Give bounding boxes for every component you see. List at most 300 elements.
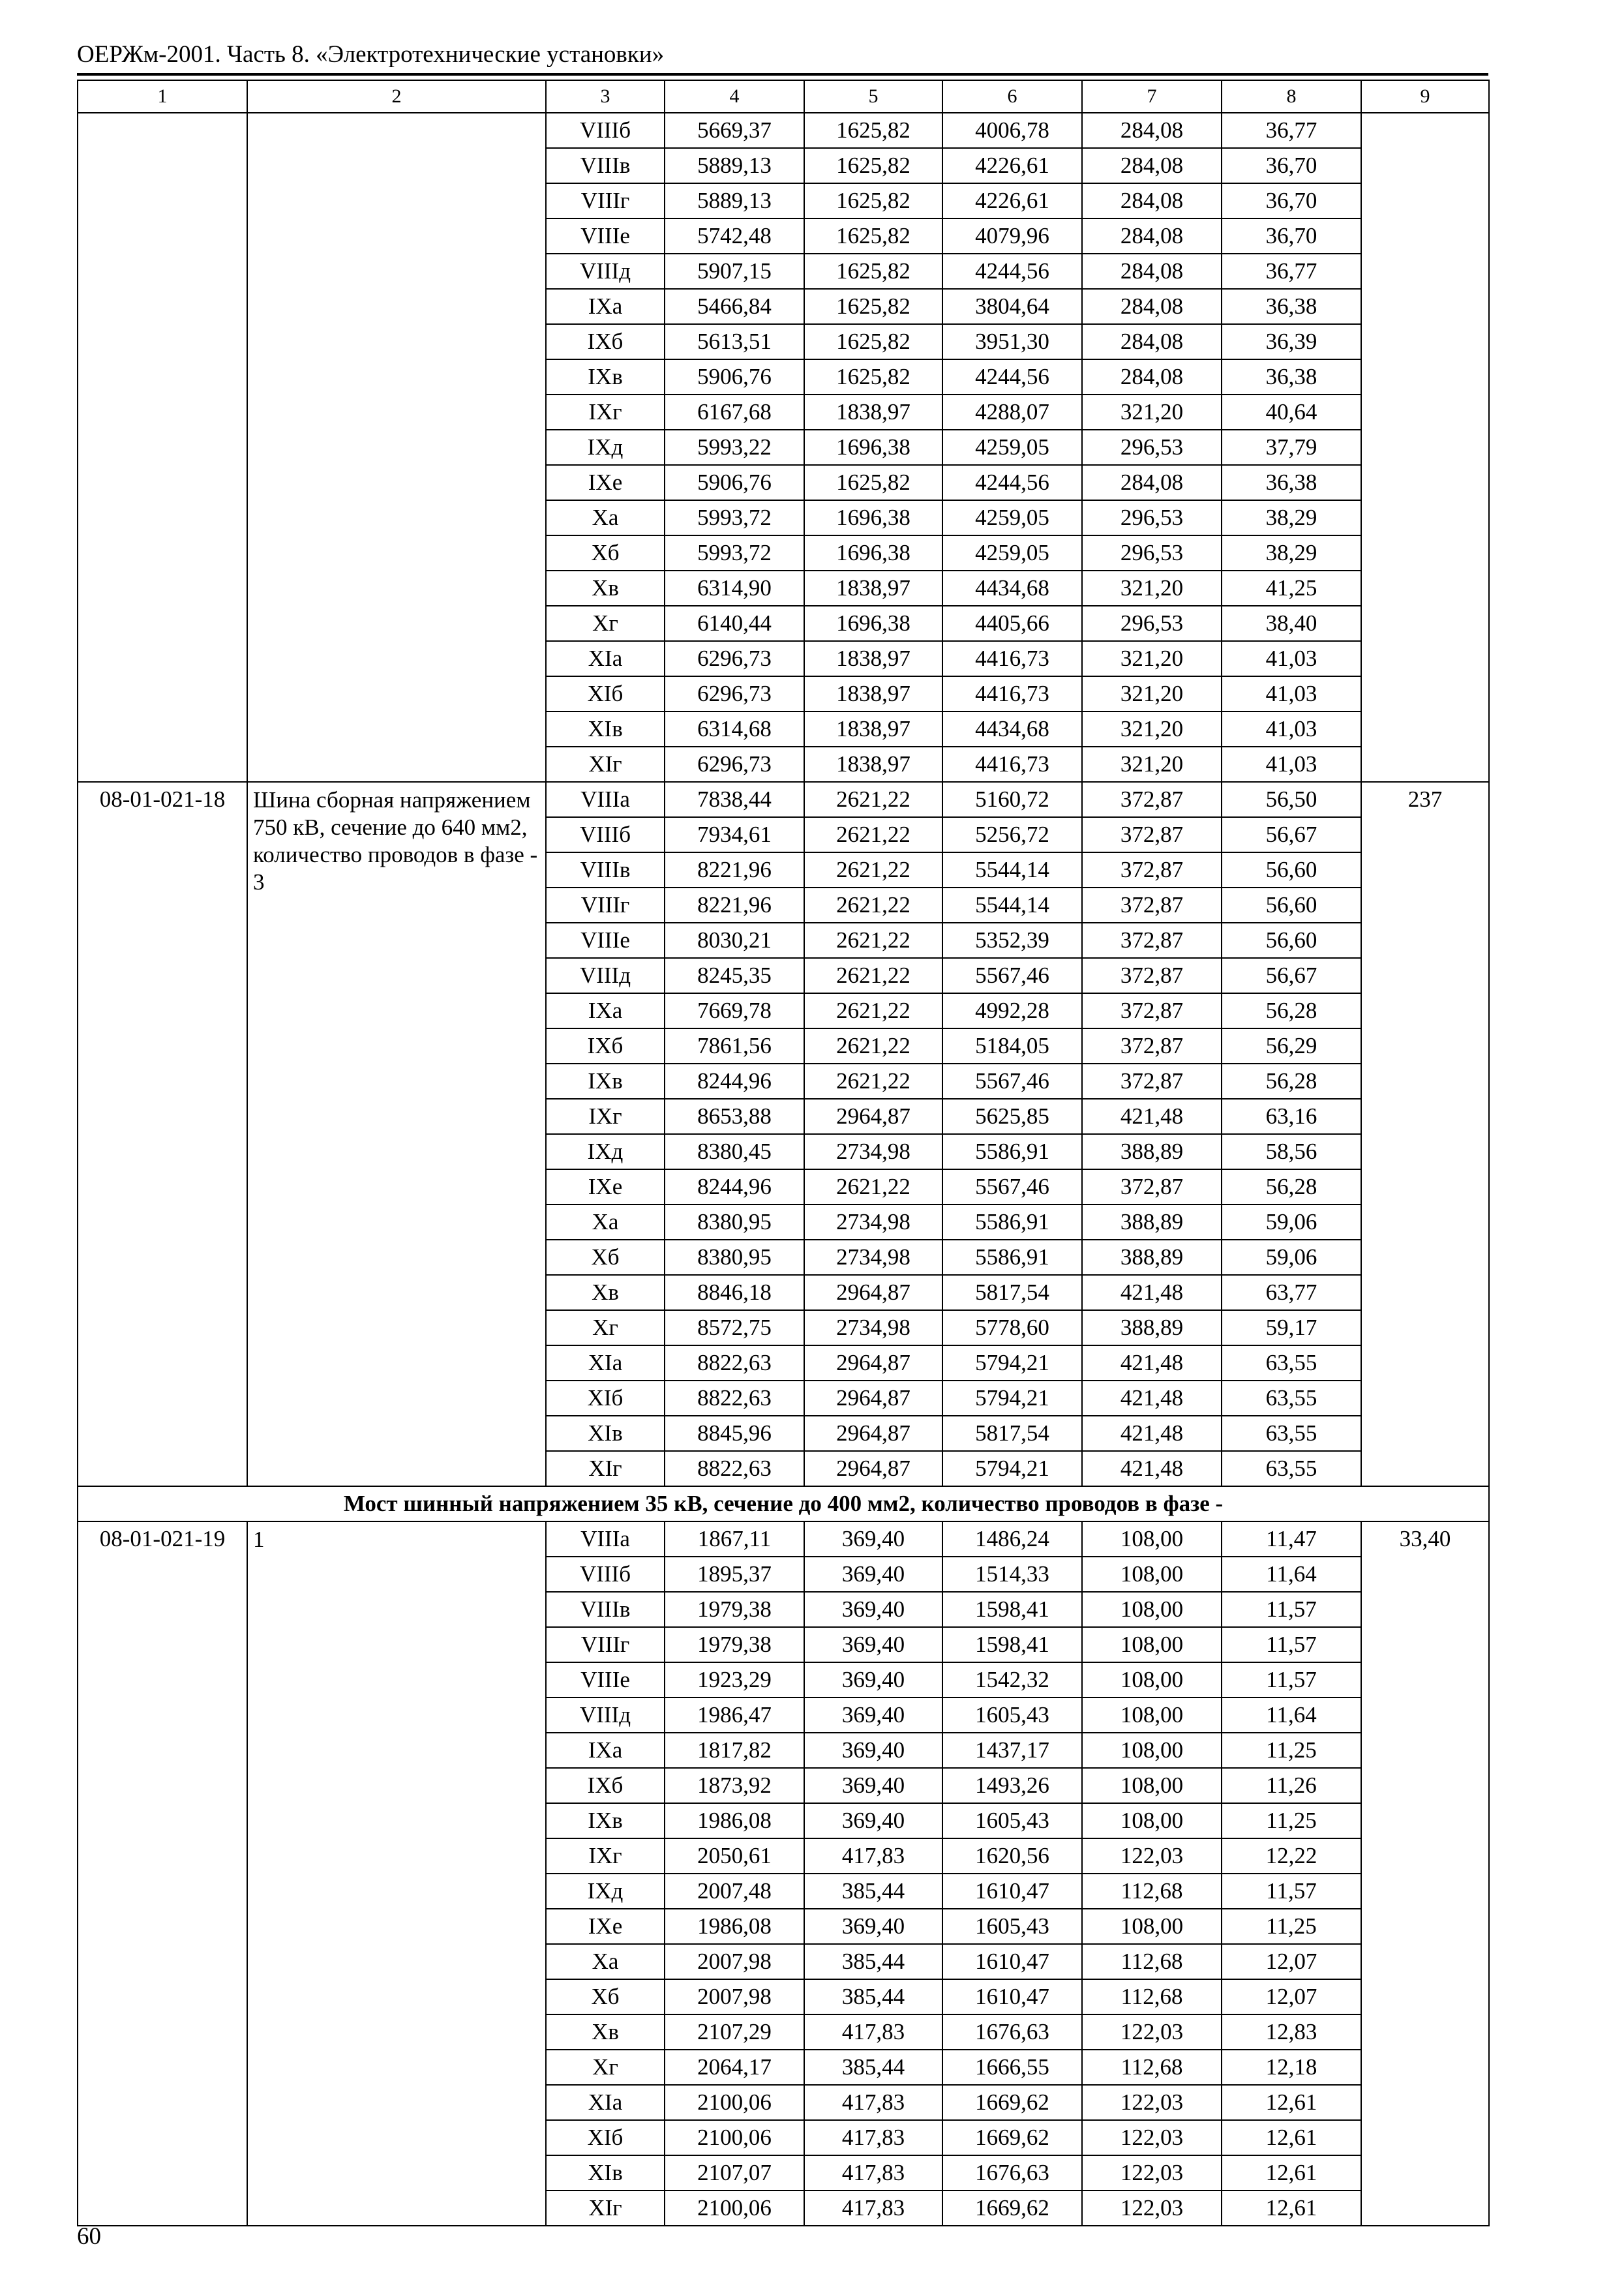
materials-cell: 41,25 bbox=[1222, 571, 1361, 606]
operator-wage-cell: 296,53 bbox=[1082, 535, 1222, 571]
operator-wage-cell: 321,20 bbox=[1082, 747, 1222, 782]
total-cost-cell: 5889,13 bbox=[665, 183, 804, 218]
zone-cell: IXе bbox=[546, 1909, 665, 1944]
operator-wage-cell: 112,68 bbox=[1082, 1944, 1222, 1979]
total-cost-cell: 7669,78 bbox=[665, 993, 804, 1028]
zone-cell: IXд bbox=[546, 1134, 665, 1169]
column-header: 6 bbox=[942, 80, 1082, 113]
total-cost-cell: 8380,95 bbox=[665, 1240, 804, 1275]
labor-cost-cell: 2621,22 bbox=[804, 782, 942, 817]
labor-cost-cell: 1696,38 bbox=[804, 535, 942, 571]
operator-wage-cell: 372,87 bbox=[1082, 817, 1222, 852]
total-cost-cell: 2107,07 bbox=[665, 2155, 804, 2191]
operator-wage-cell: 108,00 bbox=[1082, 1768, 1222, 1803]
zone-cell: XIв bbox=[546, 1416, 665, 1451]
operator-wage-cell: 122,03 bbox=[1082, 2014, 1222, 2050]
labor-cost-cell: 2964,87 bbox=[804, 1345, 942, 1381]
operator-wage-cell: 108,00 bbox=[1082, 1803, 1222, 1838]
total-cost-cell: 1873,92 bbox=[665, 1768, 804, 1803]
labor-cost-cell: 2964,87 bbox=[804, 1099, 942, 1134]
materials-cell: 59,06 bbox=[1222, 1204, 1361, 1240]
total-cost-cell: 8221,96 bbox=[665, 888, 804, 923]
zone-cell: IXе bbox=[546, 465, 665, 500]
zone-cell: XIв bbox=[546, 711, 665, 747]
machine-cost-cell: 1605,43 bbox=[942, 1909, 1082, 1944]
machine-cost-cell: 5625,85 bbox=[942, 1099, 1082, 1134]
machine-cost-cell: 1669,62 bbox=[942, 2191, 1082, 2226]
total-cost-cell: 5906,76 bbox=[665, 465, 804, 500]
materials-cell: 11,25 bbox=[1222, 1909, 1361, 1944]
total-cost-cell: 1986,08 bbox=[665, 1803, 804, 1838]
materials-cell: 59,06 bbox=[1222, 1240, 1361, 1275]
total-cost-cell: 6296,73 bbox=[665, 747, 804, 782]
zone-cell: IXб bbox=[546, 1768, 665, 1803]
labor-cost-cell: 2734,98 bbox=[804, 1240, 942, 1275]
labor-cost-cell: 369,40 bbox=[804, 1592, 942, 1627]
materials-cell: 63,55 bbox=[1222, 1416, 1361, 1451]
labor-cost-cell: 1625,82 bbox=[804, 113, 942, 148]
materials-cell: 36,70 bbox=[1222, 218, 1361, 254]
materials-cell: 12,61 bbox=[1222, 2120, 1361, 2155]
total-cost-cell: 8030,21 bbox=[665, 923, 804, 958]
operator-wage-cell: 284,08 bbox=[1082, 113, 1222, 148]
machine-cost-cell: 5567,46 bbox=[942, 1064, 1082, 1099]
labor-cost-cell: 1625,82 bbox=[804, 254, 942, 289]
total-cost-cell: 7838,44 bbox=[665, 782, 804, 817]
item-description: 1 bbox=[247, 1521, 546, 2226]
total-cost-cell: 2064,17 bbox=[665, 2050, 804, 2085]
materials-cell: 56,60 bbox=[1222, 888, 1361, 923]
labor-cost-cell: 1696,38 bbox=[804, 430, 942, 465]
machine-cost-cell: 3951,30 bbox=[942, 324, 1082, 359]
machine-cost-cell: 5794,21 bbox=[942, 1381, 1082, 1416]
operator-wage-cell: 108,00 bbox=[1082, 1909, 1222, 1944]
operator-wage-cell: 122,03 bbox=[1082, 2120, 1222, 2155]
materials-cell: 38,40 bbox=[1222, 606, 1361, 641]
materials-cell: 11,57 bbox=[1222, 1592, 1361, 1627]
zone-cell: Xа bbox=[546, 1204, 665, 1240]
zone-cell: Xв bbox=[546, 2014, 665, 2050]
machine-cost-cell: 4416,73 bbox=[942, 641, 1082, 676]
total-cost-cell: 2100,06 bbox=[665, 2085, 804, 2120]
machine-cost-cell: 5256,72 bbox=[942, 817, 1082, 852]
operator-wage-cell: 108,00 bbox=[1082, 1733, 1222, 1768]
total-cost-cell: 8221,96 bbox=[665, 852, 804, 888]
operator-wage-cell: 388,89 bbox=[1082, 1310, 1222, 1345]
machine-cost-cell: 4244,56 bbox=[942, 465, 1082, 500]
zone-cell: IXб bbox=[546, 1028, 665, 1064]
total-cost-cell: 8822,63 bbox=[665, 1451, 804, 1486]
total-cost-cell: 1986,08 bbox=[665, 1909, 804, 1944]
zone-cell: VIIIа bbox=[546, 1521, 665, 1557]
materials-cell: 58,56 bbox=[1222, 1134, 1361, 1169]
zone-cell: Xа bbox=[546, 1944, 665, 1979]
total-cost-cell: 6296,73 bbox=[665, 676, 804, 711]
materials-cell: 63,55 bbox=[1222, 1381, 1361, 1416]
page-number: 60 bbox=[77, 2223, 101, 2250]
operator-wage-cell: 372,87 bbox=[1082, 1028, 1222, 1064]
materials-cell: 11,57 bbox=[1222, 1627, 1361, 1662]
labor-cost-cell: 2964,87 bbox=[804, 1381, 942, 1416]
total-cost-cell: 6314,90 bbox=[665, 571, 804, 606]
operator-wage-cell: 321,20 bbox=[1082, 571, 1222, 606]
zone-cell: Xг bbox=[546, 2050, 665, 2085]
total-cost-cell: 8380,95 bbox=[665, 1204, 804, 1240]
labor-cost-cell: 2621,22 bbox=[804, 993, 942, 1028]
column-header: 7 bbox=[1082, 80, 1222, 113]
machine-cost-cell: 1598,41 bbox=[942, 1627, 1082, 1662]
header-double-rule bbox=[77, 73, 1488, 76]
labor-cost-cell: 2734,98 bbox=[804, 1310, 942, 1345]
machine-cost-cell: 1676,63 bbox=[942, 2014, 1082, 2050]
materials-cell: 41,03 bbox=[1222, 676, 1361, 711]
operator-wage-cell: 284,08 bbox=[1082, 148, 1222, 183]
zone-cell: XIг bbox=[546, 1451, 665, 1486]
operator-wage-cell: 321,20 bbox=[1082, 676, 1222, 711]
operator-wage-cell: 122,03 bbox=[1082, 1838, 1222, 1874]
total-cost-cell: 6140,44 bbox=[665, 606, 804, 641]
materials-cell: 41,03 bbox=[1222, 711, 1361, 747]
machine-cost-cell: 5778,60 bbox=[942, 1310, 1082, 1345]
total-cost-cell: 1986,47 bbox=[665, 1698, 804, 1733]
machine-cost-cell: 1620,56 bbox=[942, 1838, 1082, 1874]
machine-cost-cell: 5586,91 bbox=[942, 1204, 1082, 1240]
materials-cell: 56,28 bbox=[1222, 993, 1361, 1028]
materials-cell: 38,29 bbox=[1222, 500, 1361, 535]
total-cost-cell: 5993,72 bbox=[665, 500, 804, 535]
total-cost-cell: 6314,68 bbox=[665, 711, 804, 747]
labor-cost-cell: 1625,82 bbox=[804, 218, 942, 254]
materials-cell: 12,18 bbox=[1222, 2050, 1361, 2085]
materials-cell: 36,77 bbox=[1222, 113, 1361, 148]
operator-wage-cell: 108,00 bbox=[1082, 1521, 1222, 1557]
total-cost-cell: 5466,84 bbox=[665, 289, 804, 324]
machine-cost-cell: 5794,21 bbox=[942, 1451, 1082, 1486]
operator-wage-cell: 372,87 bbox=[1082, 1064, 1222, 1099]
labor-cost-cell: 369,40 bbox=[804, 1627, 942, 1662]
zone-cell: VIIIа bbox=[546, 782, 665, 817]
labor-cost-cell: 1838,97 bbox=[804, 747, 942, 782]
machine-cost-cell: 5586,91 bbox=[942, 1134, 1082, 1169]
zone-cell: VIIIг bbox=[546, 1627, 665, 1662]
total-cost-cell: 2050,61 bbox=[665, 1838, 804, 1874]
zone-cell: VIIIб bbox=[546, 1557, 665, 1592]
labor-cost-cell: 417,83 bbox=[804, 2120, 942, 2155]
zone-cell: Xг bbox=[546, 606, 665, 641]
item-price: 33,40 bbox=[1361, 1521, 1489, 2226]
total-cost-cell: 8846,18 bbox=[665, 1275, 804, 1310]
zone-cell: Xг bbox=[546, 1310, 665, 1345]
machine-cost-cell: 4079,96 bbox=[942, 218, 1082, 254]
materials-cell: 36,38 bbox=[1222, 289, 1361, 324]
item-price: 237 bbox=[1361, 782, 1489, 1486]
total-cost-cell: 2107,29 bbox=[665, 2014, 804, 2050]
total-cost-cell: 8572,75 bbox=[665, 1310, 804, 1345]
labor-cost-cell: 1625,82 bbox=[804, 289, 942, 324]
total-cost-cell: 5906,76 bbox=[665, 359, 804, 395]
machine-cost-cell: 4416,73 bbox=[942, 747, 1082, 782]
zone-cell: VIIIв bbox=[546, 148, 665, 183]
operator-wage-cell: 112,68 bbox=[1082, 1979, 1222, 2014]
operator-wage-cell: 388,89 bbox=[1082, 1204, 1222, 1240]
labor-cost-cell: 417,83 bbox=[804, 2085, 942, 2120]
labor-cost-cell: 2964,87 bbox=[804, 1416, 942, 1451]
operator-wage-cell: 421,48 bbox=[1082, 1099, 1222, 1134]
machine-cost-cell: 4226,61 bbox=[942, 148, 1082, 183]
zone-cell: VIIIд bbox=[546, 1698, 665, 1733]
zone-cell: VIIIд bbox=[546, 254, 665, 289]
machine-cost-cell: 4006,78 bbox=[942, 113, 1082, 148]
materials-cell: 36,70 bbox=[1222, 148, 1361, 183]
machine-cost-cell: 5544,14 bbox=[942, 852, 1082, 888]
zone-cell: VIIIб bbox=[546, 817, 665, 852]
labor-cost-cell: 1696,38 bbox=[804, 500, 942, 535]
total-cost-cell: 7861,56 bbox=[665, 1028, 804, 1064]
labor-cost-cell: 2621,22 bbox=[804, 1064, 942, 1099]
operator-wage-cell: 372,87 bbox=[1082, 852, 1222, 888]
labor-cost-cell: 385,44 bbox=[804, 1944, 942, 1979]
operator-wage-cell: 108,00 bbox=[1082, 1592, 1222, 1627]
total-cost-cell: 8845,96 bbox=[665, 1416, 804, 1451]
labor-cost-cell: 1838,97 bbox=[804, 676, 942, 711]
machine-cost-cell: 4259,05 bbox=[942, 500, 1082, 535]
operator-wage-cell: 122,03 bbox=[1082, 2155, 1222, 2191]
zone-cell: IXв bbox=[546, 1803, 665, 1838]
materials-cell: 36,39 bbox=[1222, 324, 1361, 359]
operator-wage-cell: 284,08 bbox=[1082, 183, 1222, 218]
machine-cost-cell: 5544,14 bbox=[942, 888, 1082, 923]
zone-cell: XIа bbox=[546, 641, 665, 676]
operator-wage-cell: 372,87 bbox=[1082, 923, 1222, 958]
table-row bbox=[78, 782, 1489, 817]
labor-cost-cell: 1838,97 bbox=[804, 571, 942, 606]
operator-wage-cell: 296,53 bbox=[1082, 430, 1222, 465]
materials-cell: 56,67 bbox=[1222, 817, 1361, 852]
materials-cell: 12,07 bbox=[1222, 1944, 1361, 1979]
machine-cost-cell: 4259,05 bbox=[942, 535, 1082, 571]
materials-cell: 63,16 bbox=[1222, 1099, 1361, 1134]
machine-cost-cell: 5586,91 bbox=[942, 1240, 1082, 1275]
labor-cost-cell: 385,44 bbox=[804, 2050, 942, 2085]
operator-wage-cell: 321,20 bbox=[1082, 711, 1222, 747]
total-cost-cell: 1979,38 bbox=[665, 1627, 804, 1662]
item-code: 08-01-021-18 bbox=[78, 782, 247, 1486]
total-cost-cell: 7934,61 bbox=[665, 817, 804, 852]
total-cost-cell: 1923,29 bbox=[665, 1662, 804, 1698]
zone-cell: VIIIг bbox=[546, 888, 665, 923]
machine-cost-cell: 1605,43 bbox=[942, 1803, 1082, 1838]
total-cost-cell: 6296,73 bbox=[665, 641, 804, 676]
labor-cost-cell: 1838,97 bbox=[804, 641, 942, 676]
materials-cell: 12,07 bbox=[1222, 1979, 1361, 2014]
machine-cost-cell: 1610,47 bbox=[942, 1874, 1082, 1909]
column-header: 3 bbox=[546, 80, 665, 113]
machine-cost-cell: 5184,05 bbox=[942, 1028, 1082, 1064]
machine-cost-cell: 1669,62 bbox=[942, 2120, 1082, 2155]
zone-cell: XIб bbox=[546, 1381, 665, 1416]
labor-cost-cell: 1838,97 bbox=[804, 395, 942, 430]
materials-cell: 37,79 bbox=[1222, 430, 1361, 465]
labor-cost-cell: 1696,38 bbox=[804, 606, 942, 641]
zone-cell: Xб bbox=[546, 1979, 665, 2014]
labor-cost-cell: 2964,87 bbox=[804, 1451, 942, 1486]
labor-cost-cell: 369,40 bbox=[804, 1803, 942, 1838]
machine-cost-cell: 4405,66 bbox=[942, 606, 1082, 641]
zone-cell: XIв bbox=[546, 2155, 665, 2191]
machine-cost-cell: 5567,46 bbox=[942, 1169, 1082, 1204]
operator-wage-cell: 421,48 bbox=[1082, 1451, 1222, 1486]
materials-cell: 11,47 bbox=[1222, 1521, 1361, 1557]
labor-cost-cell: 369,40 bbox=[804, 1909, 942, 1944]
labor-cost-cell: 417,83 bbox=[804, 2155, 942, 2191]
total-cost-cell: 5993,22 bbox=[665, 430, 804, 465]
operator-wage-cell: 284,08 bbox=[1082, 218, 1222, 254]
zone-cell: VIIIд bbox=[546, 958, 665, 993]
operator-wage-cell: 372,87 bbox=[1082, 958, 1222, 993]
zone-cell: Xа bbox=[546, 500, 665, 535]
materials-cell: 41,03 bbox=[1222, 747, 1361, 782]
machine-cost-cell: 5817,54 bbox=[942, 1416, 1082, 1451]
materials-cell: 36,77 bbox=[1222, 254, 1361, 289]
column-header: 2 bbox=[247, 80, 546, 113]
machine-cost-cell: 5160,72 bbox=[942, 782, 1082, 817]
column-header: 9 bbox=[1361, 80, 1489, 113]
labor-cost-cell: 1625,82 bbox=[804, 324, 942, 359]
labor-cost-cell: 2734,98 bbox=[804, 1134, 942, 1169]
total-cost-cell: 5993,72 bbox=[665, 535, 804, 571]
labor-cost-cell: 369,40 bbox=[804, 1662, 942, 1698]
materials-cell: 56,29 bbox=[1222, 1028, 1361, 1064]
operator-wage-cell: 284,08 bbox=[1082, 359, 1222, 395]
zone-cell: XIа bbox=[546, 2085, 665, 2120]
total-cost-cell: 6167,68 bbox=[665, 395, 804, 430]
operator-wage-cell: 372,87 bbox=[1082, 993, 1222, 1028]
machine-cost-cell: 1610,47 bbox=[942, 1979, 1082, 2014]
zone-cell: Xв bbox=[546, 1275, 665, 1310]
machine-cost-cell: 4226,61 bbox=[942, 183, 1082, 218]
machine-cost-cell: 4434,68 bbox=[942, 571, 1082, 606]
total-cost-cell: 8245,35 bbox=[665, 958, 804, 993]
zone-cell: XIг bbox=[546, 747, 665, 782]
machine-cost-cell: 1669,62 bbox=[942, 2085, 1082, 2120]
machine-cost-cell: 4416,73 bbox=[942, 676, 1082, 711]
item-code: 08-01-021-19 bbox=[78, 1521, 247, 2226]
machine-cost-cell: 1486,24 bbox=[942, 1521, 1082, 1557]
materials-cell: 63,55 bbox=[1222, 1451, 1361, 1486]
operator-wage-cell: 421,48 bbox=[1082, 1381, 1222, 1416]
machine-cost-cell: 5567,46 bbox=[942, 958, 1082, 993]
total-cost-cell: 2100,06 bbox=[665, 2120, 804, 2155]
materials-cell: 56,60 bbox=[1222, 852, 1361, 888]
operator-wage-cell: 284,08 bbox=[1082, 289, 1222, 324]
zone-cell: IXв bbox=[546, 1064, 665, 1099]
materials-cell: 12,61 bbox=[1222, 2191, 1361, 2226]
total-cost-cell: 1817,82 bbox=[665, 1733, 804, 1768]
machine-cost-cell: 1610,47 bbox=[942, 1944, 1082, 1979]
operator-wage-cell: 321,20 bbox=[1082, 395, 1222, 430]
materials-cell: 56,67 bbox=[1222, 958, 1361, 993]
operator-wage-cell: 284,08 bbox=[1082, 465, 1222, 500]
machine-cost-cell: 3804,64 bbox=[942, 289, 1082, 324]
operator-wage-cell: 284,08 bbox=[1082, 324, 1222, 359]
operator-wage-cell: 284,08 bbox=[1082, 254, 1222, 289]
column-number-row bbox=[78, 80, 1489, 113]
materials-cell: 11,25 bbox=[1222, 1733, 1361, 1768]
operator-wage-cell: 388,89 bbox=[1082, 1240, 1222, 1275]
materials-cell: 11,64 bbox=[1222, 1557, 1361, 1592]
total-cost-cell: 5613,51 bbox=[665, 324, 804, 359]
machine-cost-cell: 4992,28 bbox=[942, 993, 1082, 1028]
operator-wage-cell: 321,20 bbox=[1082, 641, 1222, 676]
machine-cost-cell: 1493,26 bbox=[942, 1768, 1082, 1803]
table-row bbox=[78, 1521, 1489, 1557]
total-cost-cell: 5742,48 bbox=[665, 218, 804, 254]
zone-cell: IXв bbox=[546, 359, 665, 395]
zone-cell: VIIIе bbox=[546, 923, 665, 958]
zone-cell: VIIIв bbox=[546, 852, 665, 888]
machine-cost-cell: 1598,41 bbox=[942, 1592, 1082, 1627]
document-header-title: ОЕРЖм-2001. Часть 8. «Электротехнические установки» bbox=[77, 41, 665, 68]
total-cost-cell: 2007,48 bbox=[665, 1874, 804, 1909]
machine-cost-cell: 1542,32 bbox=[942, 1662, 1082, 1698]
total-cost-cell: 1895,37 bbox=[665, 1557, 804, 1592]
column-header: 5 bbox=[804, 80, 942, 113]
operator-wage-cell: 296,53 bbox=[1082, 606, 1222, 641]
operator-wage-cell: 108,00 bbox=[1082, 1557, 1222, 1592]
zone-cell: IXд bbox=[546, 1874, 665, 1909]
total-cost-cell: 8244,96 bbox=[665, 1169, 804, 1204]
labor-cost-cell: 417,83 bbox=[804, 2191, 942, 2226]
labor-cost-cell: 2621,22 bbox=[804, 1169, 942, 1204]
column-header: 8 bbox=[1222, 80, 1361, 113]
machine-cost-cell: 4259,05 bbox=[942, 430, 1082, 465]
price-table bbox=[77, 80, 1490, 2226]
zone-cell: IXд bbox=[546, 430, 665, 465]
labor-cost-cell: 385,44 bbox=[804, 1979, 942, 2014]
zone-cell: IXа bbox=[546, 993, 665, 1028]
labor-cost-cell: 2964,87 bbox=[804, 1275, 942, 1310]
zone-cell: Xб bbox=[546, 535, 665, 571]
labor-cost-cell: 2621,22 bbox=[804, 958, 942, 993]
machine-cost-cell: 1437,17 bbox=[942, 1733, 1082, 1768]
materials-cell: 59,17 bbox=[1222, 1310, 1361, 1345]
operator-wage-cell: 108,00 bbox=[1082, 1662, 1222, 1698]
materials-cell: 11,25 bbox=[1222, 1803, 1361, 1838]
labor-cost-cell: 2621,22 bbox=[804, 1028, 942, 1064]
labor-cost-cell: 1625,82 bbox=[804, 359, 942, 395]
labor-cost-cell: 1625,82 bbox=[804, 465, 942, 500]
labor-cost-cell: 1625,82 bbox=[804, 148, 942, 183]
materials-cell: 41,03 bbox=[1222, 641, 1361, 676]
materials-cell: 11,64 bbox=[1222, 1698, 1361, 1733]
materials-cell: 63,55 bbox=[1222, 1345, 1361, 1381]
total-cost-cell: 8653,88 bbox=[665, 1099, 804, 1134]
materials-cell: 12,61 bbox=[1222, 2155, 1361, 2191]
materials-cell: 12,61 bbox=[1222, 2085, 1361, 2120]
labor-cost-cell: 369,40 bbox=[804, 1521, 942, 1557]
operator-wage-cell: 421,48 bbox=[1082, 1345, 1222, 1381]
materials-cell: 63,77 bbox=[1222, 1275, 1361, 1310]
labor-cost-cell: 417,83 bbox=[804, 2014, 942, 2050]
section-row bbox=[78, 1486, 1489, 1521]
zone-cell: XIб bbox=[546, 2120, 665, 2155]
machine-cost-cell: 4288,07 bbox=[942, 395, 1082, 430]
section-title: Мост шинный напряжением 35 кВ, сечение до 400 мм2, количество проводов в фазе - bbox=[78, 1486, 1489, 1521]
labor-cost-cell: 2621,22 bbox=[804, 852, 942, 888]
machine-cost-cell: 4434,68 bbox=[942, 711, 1082, 747]
machine-cost-cell: 1676,63 bbox=[942, 2155, 1082, 2191]
operator-wage-cell: 421,48 bbox=[1082, 1275, 1222, 1310]
